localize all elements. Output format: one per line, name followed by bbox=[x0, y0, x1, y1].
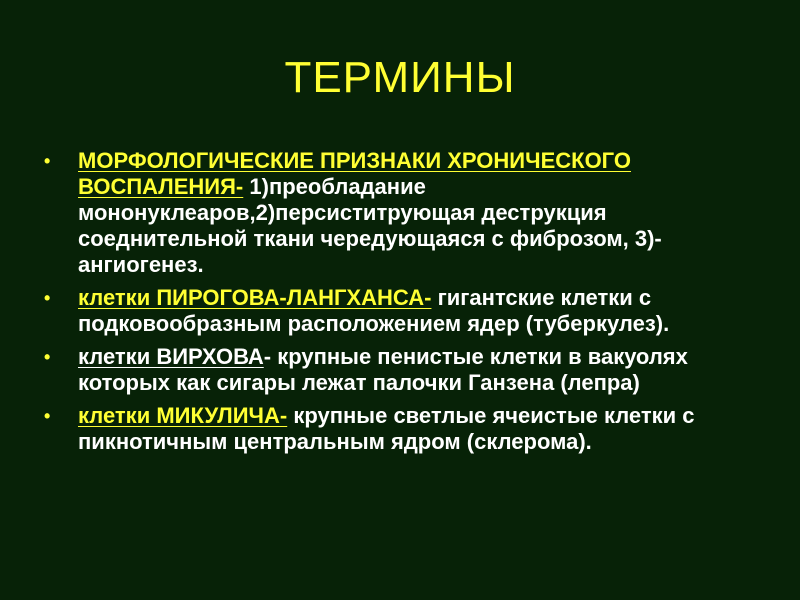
term-label: клетки ПИРОГОВА-ЛАНГХАНСА- bbox=[78, 285, 432, 310]
bullet-dot-icon: • bbox=[44, 151, 51, 171]
bullet-item-pirogov-langhans bbox=[44, 285, 764, 337]
term-definition: гигантские клетки с подковообразным расположением ядер (туберкулез). bbox=[78, 285, 670, 336]
bullet-item-virchow bbox=[44, 344, 764, 396]
slide-title: ТЕРМИНЫ bbox=[284, 53, 516, 102]
term-definition: крупные светлые ячеистые клетки с пикнотичным центральным ядром (склерома). bbox=[78, 403, 695, 454]
bullet-list bbox=[44, 148, 764, 462]
bullet-dot-icon: • bbox=[44, 406, 51, 426]
term-label: клетки ВИРХОВА bbox=[78, 344, 264, 369]
bullet-dot-icon: • bbox=[44, 347, 51, 367]
term-label: клетки МИКУЛИЧА- bbox=[78, 403, 288, 428]
bullet-dot-icon: • bbox=[44, 288, 51, 308]
term-definition: 1)преобладание мононуклеаров,2)персиститрующая деструкция соеднительной ткани чередующаяся с фиброзом, 3)-ангиогенез. bbox=[78, 174, 662, 277]
bullet-item-mikulicz bbox=[44, 403, 764, 455]
term-definition: - крупные пенистые клетки в вакуолях которых как сигары лежат палочки Ганзена (лепра) bbox=[78, 344, 688, 395]
term-label: МОРФОЛОГИЧЕСКИЕ ПРИЗНАКИ ХРОНИЧЕСКОГО ВОСПАЛЕНИЯ- bbox=[78, 148, 631, 199]
bullet-item-chronic-inflammation bbox=[44, 148, 764, 278]
